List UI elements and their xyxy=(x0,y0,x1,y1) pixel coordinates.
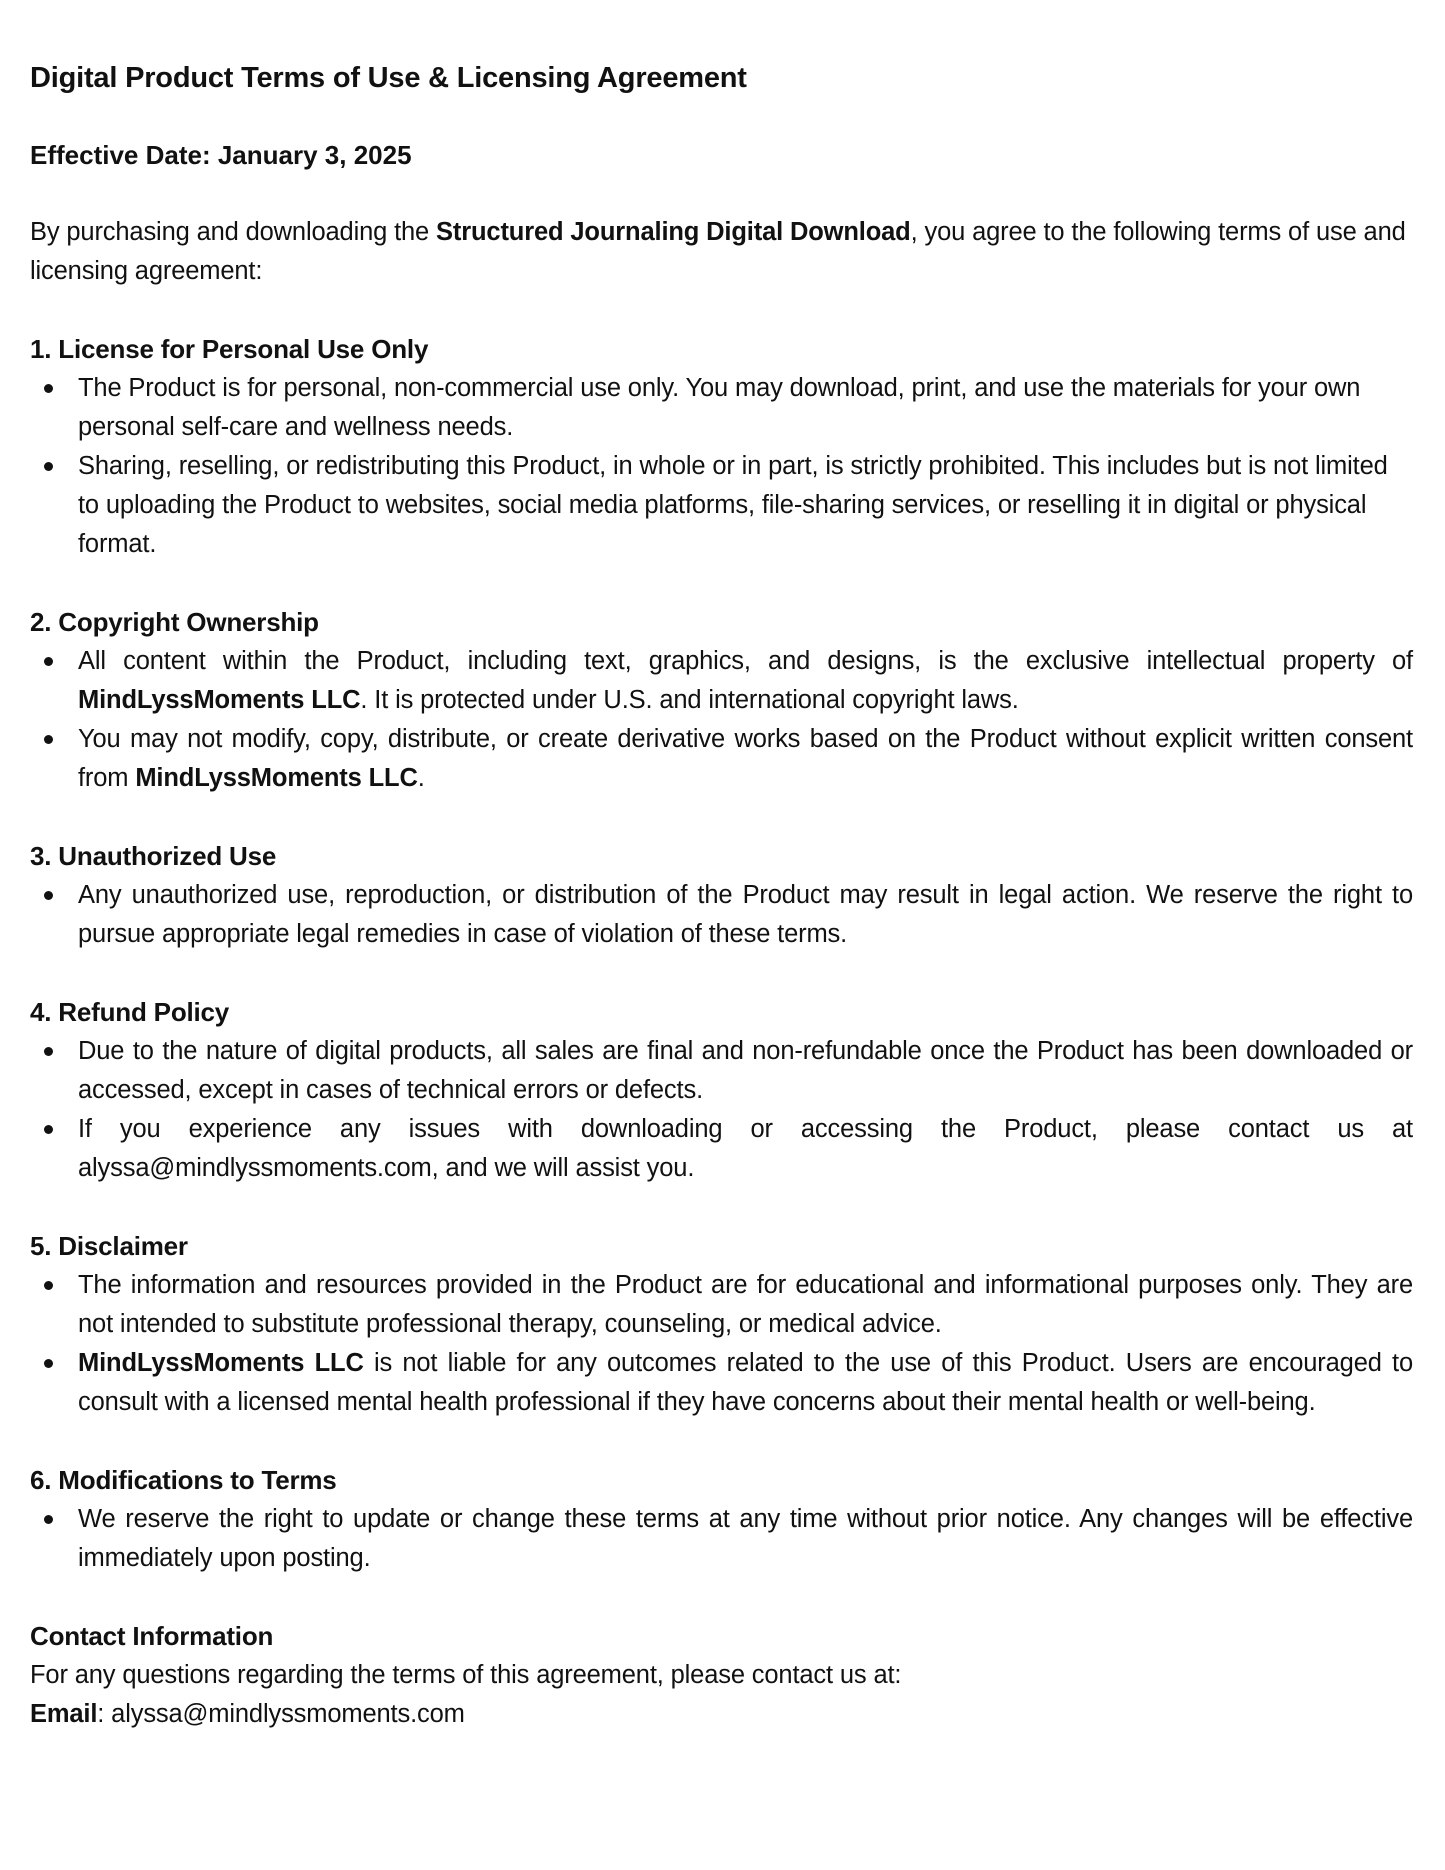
bullet-icon xyxy=(44,1047,53,1056)
section-heading: 2. Copyright Ownership xyxy=(30,607,319,637)
bullet-icon xyxy=(44,1125,53,1134)
section-disclaimer xyxy=(30,1227,1413,1422)
bullet-icon xyxy=(44,1281,53,1290)
section-unauthorized-use xyxy=(30,837,1413,954)
list-item xyxy=(30,876,1413,954)
list-item xyxy=(30,1500,1413,1578)
company-name: MindLyssMoments LLC xyxy=(78,1349,364,1377)
bullet-list xyxy=(30,1500,1413,1578)
bullet-list xyxy=(30,642,1413,798)
bullet-list xyxy=(30,1266,1413,1422)
section-refund-policy xyxy=(30,993,1413,1188)
section-heading: 3. Unauthorized Use xyxy=(30,841,277,871)
list-item-text-pre: All content within the Product, including text, graphics, and designs, is the exclusive intellectual property of xyxy=(78,647,1413,675)
list-item-text: Due to the nature of digital products, all sales are final and non-refundable once the Product has been downloaded or accessed, except in cases of technical errors or defects. xyxy=(78,1037,1413,1104)
email-address[interactable]: alyssa@mindlyssmoments.com xyxy=(111,1700,465,1728)
list-item xyxy=(30,1110,1413,1188)
contact-heading: Contact Information xyxy=(30,1621,274,1651)
bullet-list xyxy=(30,1032,1413,1188)
list-item-text: Sharing, reselling, or redistributing this Product, in whole or in part, is strictly prohibited. This includes but is not limited to uploading the Product to websites, social media platforms, file-sharing services, or reselling it in digital or physical format. xyxy=(78,452,1388,558)
list-item xyxy=(30,1344,1413,1422)
section-heading: 6. Modifications to Terms xyxy=(30,1465,337,1495)
list-item-text: The information and resources provided in the Product are for educational and informational purposes only. They are not intended to substitute professional therapy, counseling, or medical advice. xyxy=(78,1271,1413,1338)
bullet-icon xyxy=(44,384,53,393)
intro-text-post: , you agree to the following terms of use and licensing agreement: xyxy=(30,218,1406,285)
contact-email-line xyxy=(30,1695,1413,1734)
bullet-icon xyxy=(44,1515,53,1524)
bullet-list xyxy=(30,876,1413,954)
list-item-text: We reserve the right to update or change these terms at any time without prior notice. Any changes will be effective immediately upon posting. xyxy=(78,1505,1413,1572)
document-title: Digital Product Terms of Use & Licensing Agreement xyxy=(30,62,747,94)
company-name: MindLyssMoments LLC xyxy=(135,764,418,792)
list-item xyxy=(30,1266,1413,1344)
section-heading: 4. Refund Policy xyxy=(30,997,230,1027)
bullet-icon xyxy=(44,735,53,744)
list-item-text-post: . It is protected under U.S. and international copyright laws. xyxy=(360,686,1019,714)
email-label: Email xyxy=(30,1700,98,1728)
company-name: MindLyssMoments LLC xyxy=(78,686,361,714)
intro-paragraph xyxy=(30,213,1413,291)
bullet-icon xyxy=(44,657,53,666)
list-item xyxy=(30,1032,1413,1110)
list-item-text-post: is not liable for any outcomes related to the use of this Product. Users are encouraged to consult with a licensed mental health professional if they have concerns about their mental health or well-being. xyxy=(78,1349,1413,1416)
list-item-text-pre: You may not modify, copy, distribute, or create derivative works based on the Product without explicit written consent from xyxy=(78,725,1413,792)
section-heading: 1. License for Personal Use Only xyxy=(30,334,429,364)
list-item xyxy=(30,642,1413,720)
section-copyright xyxy=(30,603,1413,798)
list-item xyxy=(30,447,1413,564)
bullet-icon xyxy=(44,891,53,900)
product-name: Structured Journaling Digital Download xyxy=(436,218,911,246)
section-modifications xyxy=(30,1461,1413,1578)
bullet-list xyxy=(30,369,1413,564)
intro-text-pre: By purchasing and downloading the xyxy=(30,218,437,246)
section-heading: 5. Disclaimer xyxy=(30,1231,188,1261)
section-license xyxy=(30,330,1413,564)
list-item xyxy=(30,369,1413,447)
section-contact xyxy=(30,1617,1413,1734)
effective-date: Effective Date: January 3, 2025 xyxy=(30,140,412,170)
bullet-icon xyxy=(44,1359,53,1368)
list-item xyxy=(30,720,1413,798)
list-item-text-post: . xyxy=(417,764,425,792)
list-item-text: The Product is for personal, non-commercial use only. You may download, print, and use the materials for your own personal self-care and wellness needs. xyxy=(78,374,1361,441)
bullet-icon xyxy=(44,462,53,471)
contact-text: For any questions regarding the terms of this agreement, please contact us at: xyxy=(30,1661,902,1689)
email-separator: : xyxy=(97,1700,112,1728)
list-item-text: If you experience any issues with downloading or accessing the Product, please contact us at alyssa@mindlyssmoments.com, and we will assist you. xyxy=(78,1115,1413,1182)
list-item-text: Any unauthorized use, reproduction, or distribution of the Product may result in legal action. We reserve the right to pursue appropriate legal remedies in case of violation of these terms. xyxy=(78,881,1413,948)
